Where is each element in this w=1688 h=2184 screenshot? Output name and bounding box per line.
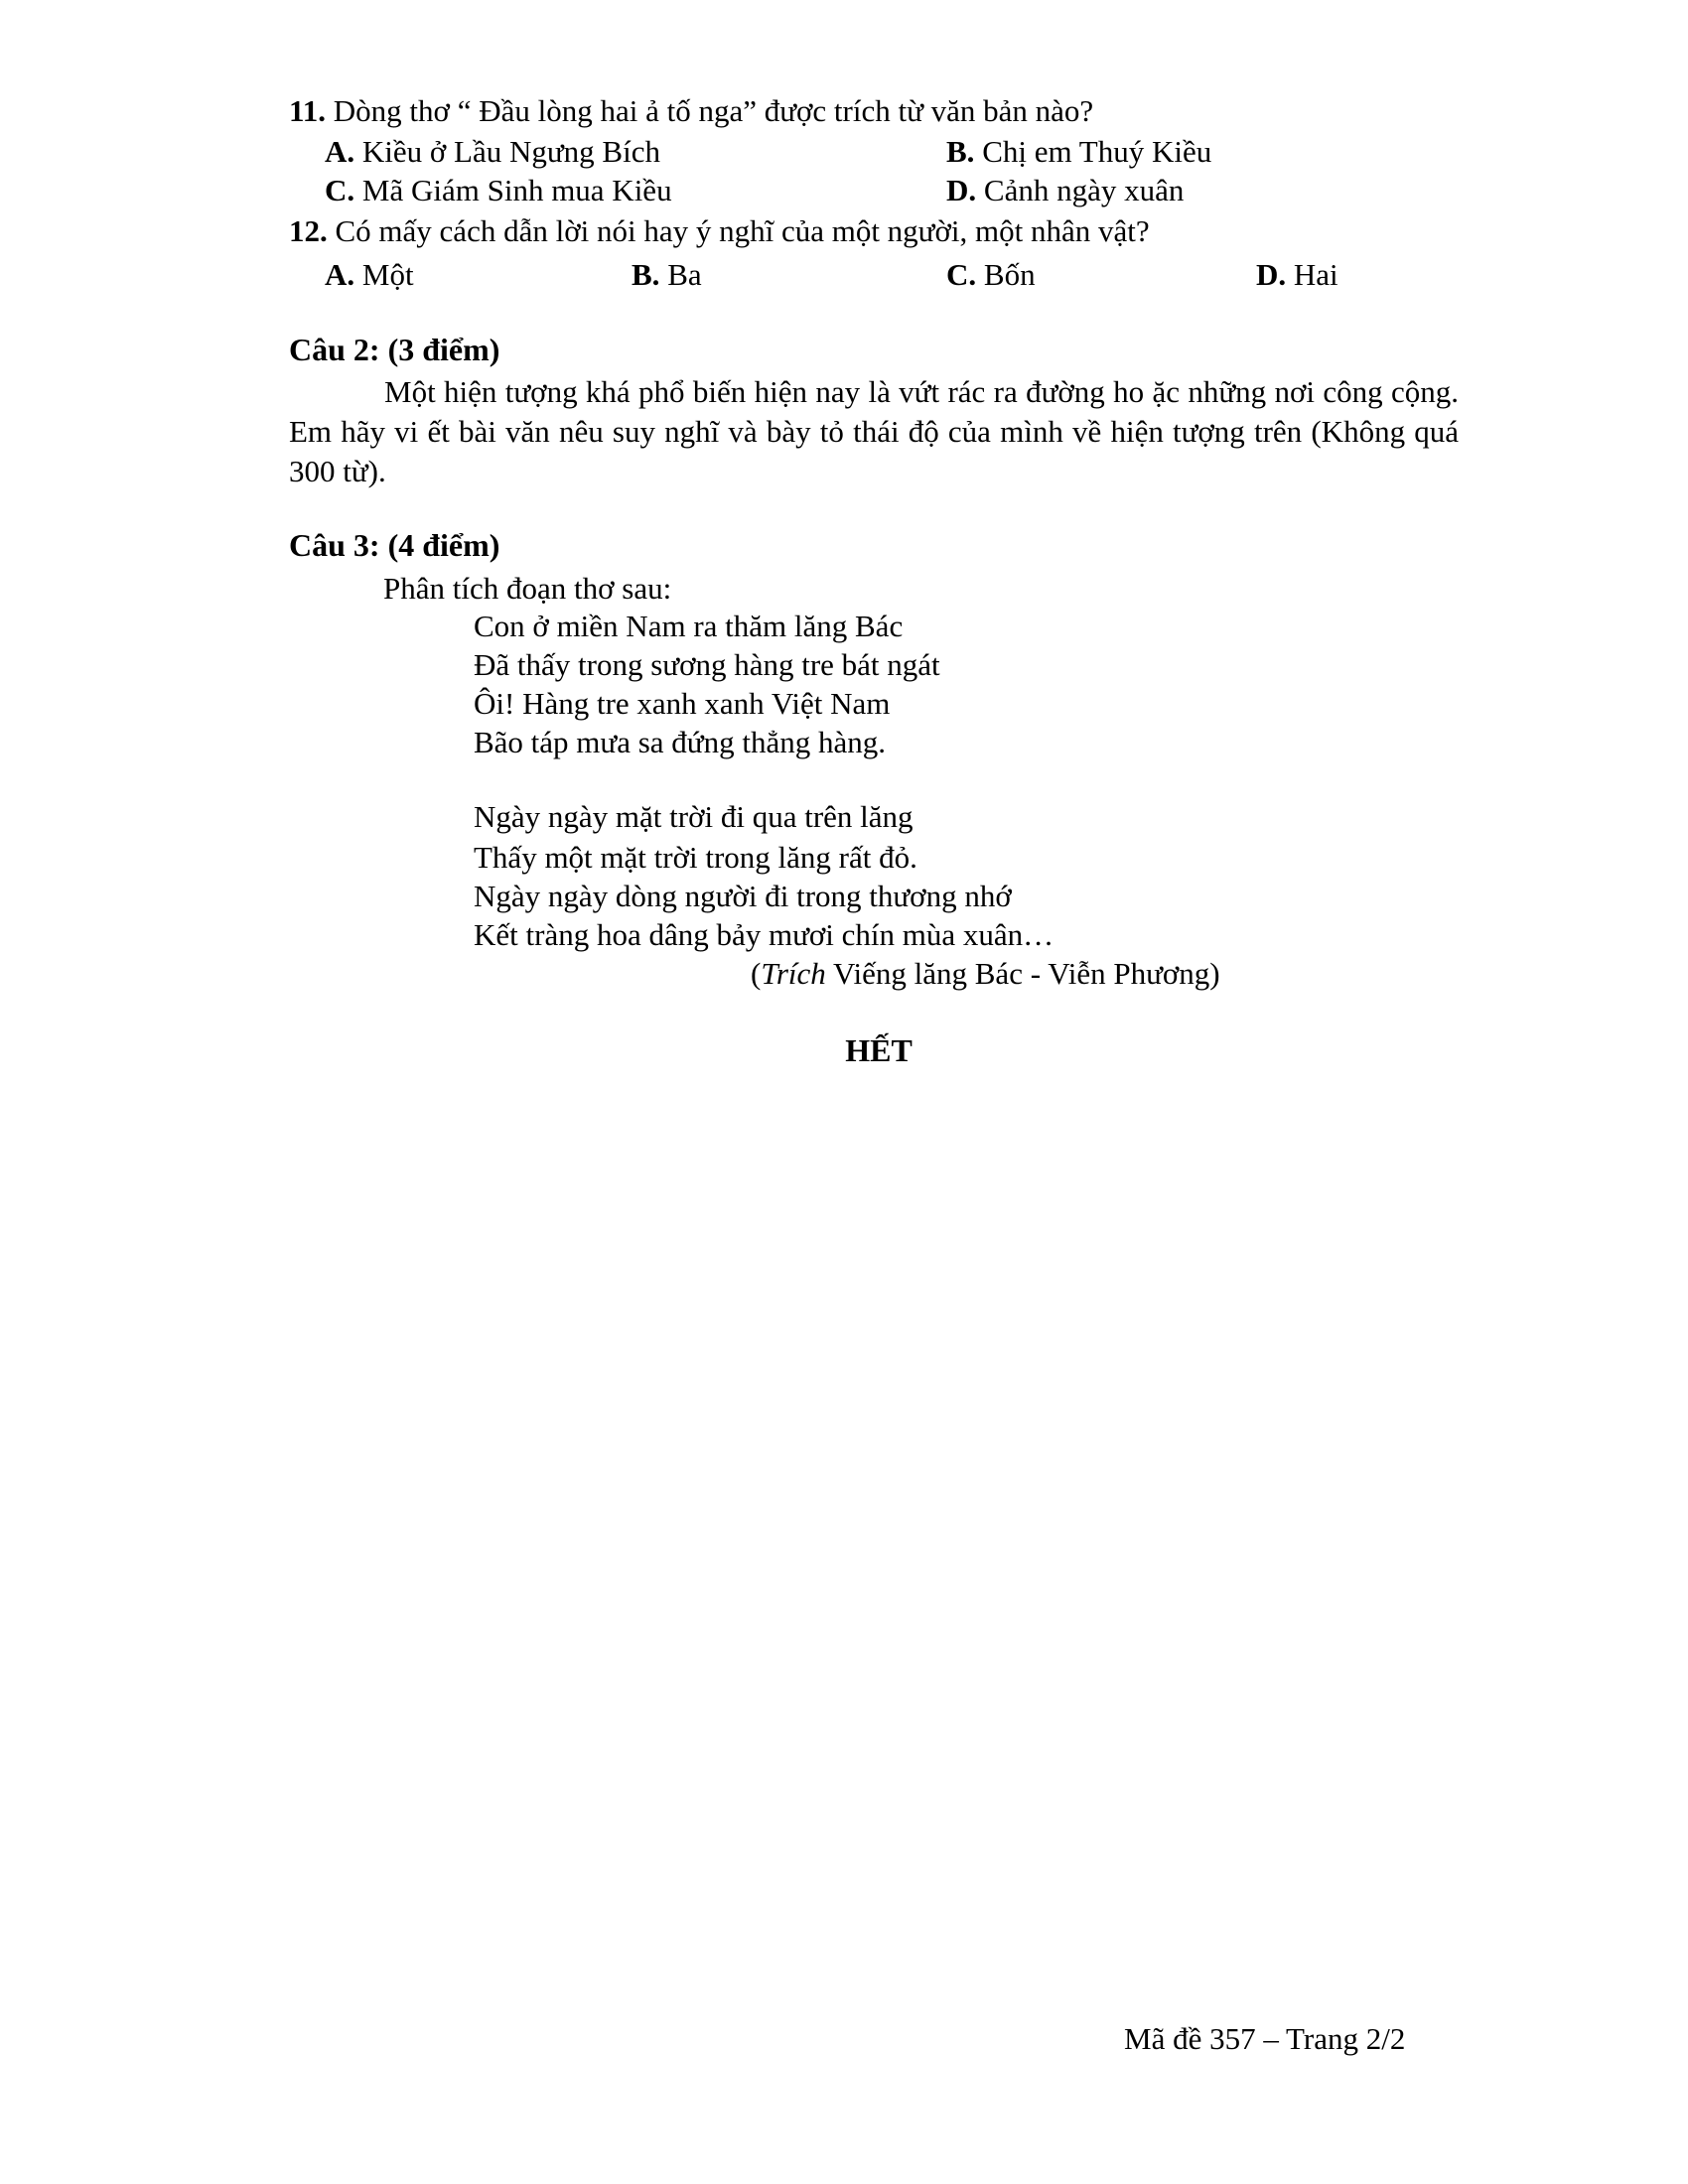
option-letter: C. [325, 173, 355, 207]
poem-line: Kết tràng hoa dâng bảy mươi chín mùa xuân… [474, 917, 1055, 952]
option-text: Ba [667, 257, 702, 292]
option-letter: D. [946, 173, 977, 207]
option-12-a [325, 256, 414, 294]
option-text: Cảnh ngày xuân [983, 173, 1185, 207]
option-letter: D. [1256, 257, 1287, 292]
option-11-d [946, 172, 1184, 209]
option-letter: A. [325, 134, 355, 169]
option-12-c [946, 256, 1036, 294]
poem-line: Ôi! Hàng tre xanh xanh Việt Nam [474, 686, 891, 721]
question-text: Dòng thơ “ Đầu lòng hai ả tố nga” được trích từ văn bản nào? [333, 93, 1094, 128]
poem-line: Đã thấy trong sương hàng tre bát ngát [474, 647, 940, 682]
source-open-paren: ( [751, 956, 762, 991]
option-text: Mã Giám Sinh mua Kiều [361, 173, 672, 207]
source-italic: Trích [761, 956, 826, 991]
question-11 [289, 92, 1093, 130]
section-heading-cau-3: Câu 3: (4 điểm) [289, 527, 500, 563]
option-12-b [632, 256, 702, 294]
question-12 [289, 212, 1150, 250]
option-letter: B. [946, 134, 975, 169]
option-text: Hai [1293, 257, 1338, 292]
page-footer: Mã đề 357 – Trang 2/2 [1124, 2021, 1406, 2056]
option-text: Chị em Thuý Kiều [982, 134, 1212, 169]
question-number: 11. [289, 93, 327, 128]
poem-line: Ngày ngày dòng người đi trong thương nhớ [474, 879, 1012, 913]
poem-line: Bão táp mưa sa đứng thẳng hàng. [474, 725, 886, 759]
option-11-b [946, 133, 1211, 171]
option-letter: C. [946, 257, 977, 292]
option-text: Kiều ở Lầu Ngưng Bích [361, 134, 660, 169]
cau-3-prompt: Phân tích đoạn thơ sau: [383, 571, 672, 606]
option-letter: A. [325, 257, 355, 292]
option-letter: B. [632, 257, 660, 292]
poem-line: Ngày ngày mặt trời đi qua trên lăng [474, 799, 914, 834]
option-text: Bốn [983, 257, 1036, 292]
question-number: 12. [289, 213, 328, 248]
option-11-c [325, 172, 672, 209]
poem-line: Thấy một mặt trời trong lăng rất đỏ. [474, 840, 917, 875]
poem-source [751, 955, 1220, 993]
option-11-a [325, 133, 660, 171]
cau-2-body [289, 372, 1459, 491]
cau-2-text: Một hiện tượng khá phổ biến hiện nay là vứt rác ra đường ho ặc những nơi công cộng. Em hãy vi ết bài văn nêu suy nghĩ và bày tỏ thái độ của mình về hiện tượng trên (Không quá 300 từ). [289, 374, 1459, 488]
section-heading-cau-2: Câu 2: (3 điểm) [289, 332, 500, 367]
option-text: Một [361, 257, 414, 292]
end-mark: HẾT [845, 1032, 913, 1068]
question-text: Có mấy cách dẫn lời nói hay ý nghĩ của một người, một nhân vật? [335, 213, 1150, 248]
source-citation: Viếng lăng Bác - Viễn Phương) [825, 956, 1220, 991]
poem-line: Con ở miền Nam ra thăm lăng Bác [474, 609, 904, 643]
option-12-d [1256, 256, 1338, 294]
